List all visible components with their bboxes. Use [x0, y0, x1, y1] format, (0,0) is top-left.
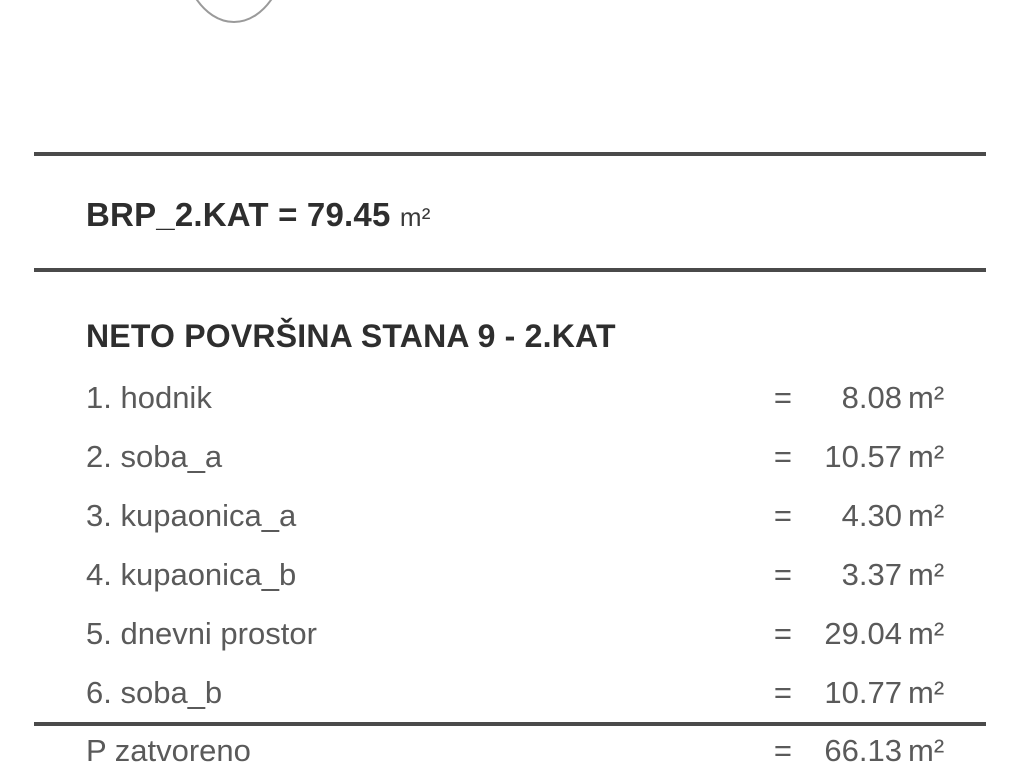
- total-unit: m²: [908, 733, 945, 768]
- room-label: 1. hodnik: [86, 380, 212, 415]
- net-area-title: NETO POVRŠINA STANA 9 - 2.KAT: [86, 318, 616, 354]
- room-unit: m²: [908, 557, 945, 592]
- room-label: 5. dnevni prostor: [86, 616, 317, 651]
- room-equals: =: [773, 380, 792, 415]
- room-value: 10.77: [824, 675, 902, 710]
- room-value: 8.08: [841, 380, 902, 415]
- total-closed-area-row: [86, 733, 966, 773]
- divider-top: [34, 152, 986, 156]
- room-equals: =: [773, 675, 792, 710]
- gross-area-label: BRP_2.KAT = 79.45: [86, 196, 391, 233]
- list-item: [86, 616, 966, 675]
- room-value: 3.37: [841, 557, 902, 592]
- room-unit: m²: [908, 498, 945, 533]
- room-equals: =: [773, 616, 792, 651]
- total-label: P zatvoreno: [86, 733, 251, 768]
- total-equals: =: [773, 733, 792, 768]
- divider-middle: [34, 268, 986, 272]
- room-unit: m²: [908, 616, 945, 651]
- partial-circle-drawing-icon: [176, 0, 292, 40]
- list-item: [86, 439, 966, 498]
- room-equals: =: [773, 557, 792, 592]
- gross-area-line: [86, 196, 431, 234]
- room-label: 3. kupaonica_a: [86, 498, 297, 533]
- room-value: 4.30: [841, 498, 902, 533]
- list-item: [86, 380, 966, 439]
- total-value: 66.13: [824, 733, 902, 768]
- divider-bottom: [34, 722, 986, 726]
- room-equals: =: [773, 439, 792, 474]
- room-equals: =: [773, 498, 792, 533]
- list-item: [86, 557, 966, 616]
- room-label: 6. soba_b: [86, 675, 223, 710]
- room-value: 29.04: [824, 616, 902, 651]
- room-unit: m²: [908, 439, 945, 474]
- room-value: 10.57: [824, 439, 902, 474]
- room-label: 2. soba_a: [86, 439, 223, 474]
- list-item: [86, 498, 966, 557]
- gross-area-unit: m²: [399, 202, 431, 232]
- room-unit: m²: [908, 675, 945, 710]
- room-label: 4. kupaonica_b: [86, 557, 297, 592]
- room-unit: m²: [908, 380, 945, 415]
- room-area-list: [86, 380, 966, 734]
